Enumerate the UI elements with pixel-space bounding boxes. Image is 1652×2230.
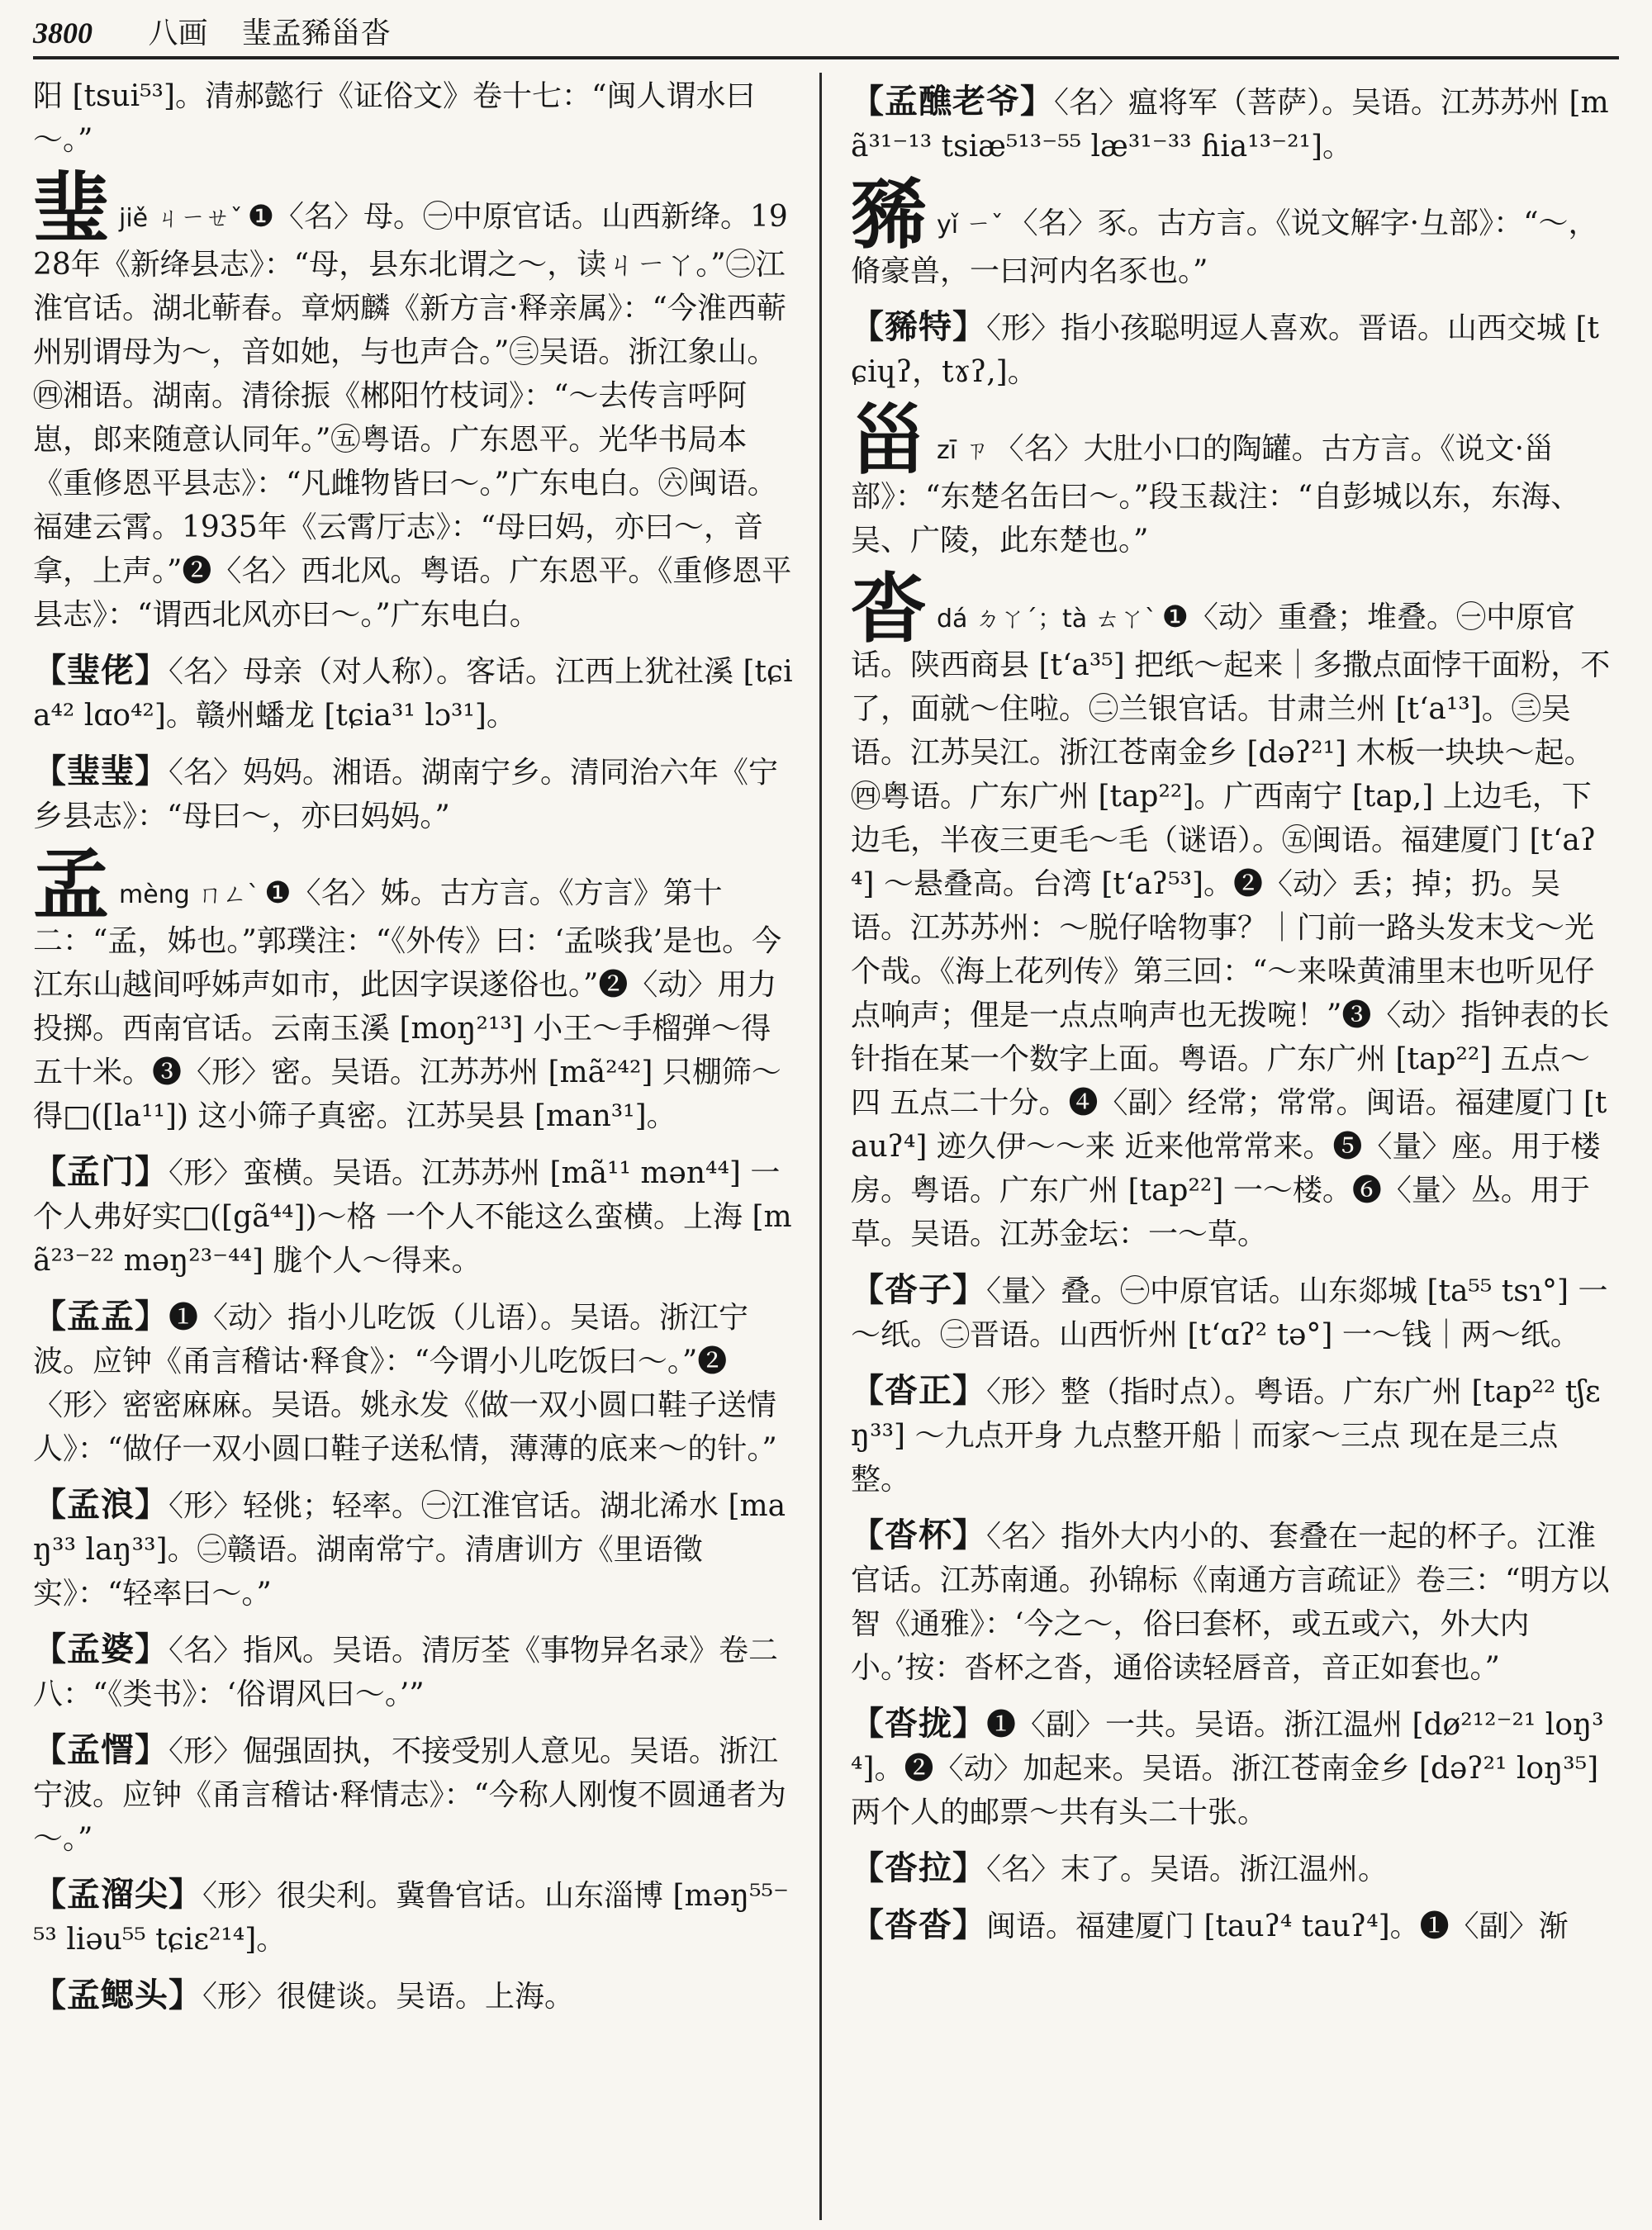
definition: 〈名〉指风。吴语。清厉荃《事物异名录》卷二八：“《类书》：‘俗谓风曰～。’” (33, 1634, 779, 1711)
sub-entry (851, 1903, 1611, 1948)
definition: 〈形〉整（指时点）。粤语。广东广州 [tap²² tʃɛŋ³³] ～九点开身 九点整开船｜而家～三点 现在是三点整。 (851, 1375, 1601, 1497)
sub-entry (851, 1268, 1611, 1357)
sub-entry-headword: 【沓杯】 (851, 1516, 986, 1554)
header-characters: 㻗孟豨甾沓 (241, 17, 391, 50)
left-column (33, 74, 793, 2213)
sub-entry-headword: 【㻗㻗】 (33, 752, 169, 790)
page-header (33, 12, 1619, 59)
sub-entry (33, 1627, 793, 1716)
head-character: 沓 (851, 564, 928, 653)
sub-entry (851, 1369, 1611, 1502)
definition: 〈名〉指外大内小的、套叠在一起的杯子。江淮官话。江苏南通。孙锦标《南通方言疏证》卷三：“明方以智《通雅》：‘今之～，俗曰套杯，或五或六，外大内小。’按：沓杯之沓，通俗读轻唇音，音正如套也。” (851, 1520, 1610, 1685)
sub-entry-headword: 【沓拉】 (851, 1848, 986, 1887)
sub-entry-headword: 【沓沓】 (851, 1905, 986, 1944)
definition: 〈名〉母亲（对人称）。客话。江西上犹社溪 [tɕia⁴² lɑo⁴²]。赣州蟠龙 [tɕia³¹ lɔ³¹]。 (33, 655, 793, 733)
sub-entry-headword: 【沓正】 (851, 1371, 986, 1410)
sub-entry-headword: 【豨特】 (851, 307, 986, 346)
sub-entry-headword: 【㻗佬】 (33, 651, 169, 690)
pronunciation: yǐ ㄧˇ (937, 211, 1004, 240)
sub-entry-headword: 【沓拢】 (851, 1704, 986, 1743)
sub-entry (851, 305, 1611, 394)
sub-entry-headword: 【孟孟】 (33, 1297, 169, 1336)
head-character: 㻗 (33, 164, 110, 253)
sub-entry-headword: 【孟溜尖】 (33, 1875, 202, 1914)
definition: 闽语。福建厦门 [tauʔ⁴ tauʔ⁴]。❶〈副〉渐 (986, 1910, 1569, 1943)
definition: 〈形〉很尖利。冀鲁官话。山东淄博 [məŋ⁵⁵⁻⁵³ liəu⁵⁵ tɕiɛ²¹⁴]。 (33, 1879, 789, 1957)
head-character: 孟 (33, 840, 110, 929)
definition: 〈形〉轻佻；轻率。㊀江淮官话。湖北浠水 [maŋ³³ laŋ³³]。㊁赣语。湖南常宁。清唐训方《里语徵实》：“轻率曰～。” (33, 1489, 786, 1611)
sub-entry (851, 79, 1611, 168)
sub-entry-headword: 【沓子】 (851, 1270, 986, 1309)
sub-entry (33, 749, 793, 838)
sub-entry (33, 1294, 793, 1471)
sub-entry (851, 1513, 1611, 1690)
pronunciation: zī ㄗ (937, 436, 990, 465)
definition: ❶〈名〉母。㊀中原官话。山西新绛。1928年《新绛县志》：“母，县东北谓之～，读ㄐㄧㄚ。”㊁江淮官话。湖北蕲春。章炳麟《新方言·释亲属》：“今淮西蕲州别谓母为～，音如她，与也声合。”㊂吴语。浙江象山。㊃湘语。湖南。清徐振《郴阳竹枝词》：“～去传言呼阿崽，郎来随意认同年。”㊄粤语。广东恩平。光华书局本《重修恩平县志》：“凡雌物皆曰～。”广东电白。㊅闽语。福建云霄。1935年《云霄厅志》：“母曰妈，亦曰～，音拿，上声。”❷〈名〉西北风。粤语。广东恩平。《重修恩平县志》：“谓西北风亦曰～。”广东电白。 (33, 200, 792, 632)
pronunciation: jiě ㄐㄧㄝˇ (119, 204, 243, 233)
definition: 〈名〉瘟将军（菩萨）。吴语。江苏苏州 [mã³¹⁻¹³ tsiæ⁵¹³⁻⁵⁵ læ³¹⁻³³ ɦia¹³⁻²¹]。 (851, 86, 1609, 164)
character-entry (851, 170, 1611, 293)
definition: 〈名〉末了。吴语。浙江温州。 (986, 1853, 1389, 1886)
sub-entry (851, 1846, 1611, 1891)
character-entry (33, 840, 793, 1138)
sub-entry-headword: 【孟门】 (33, 1152, 169, 1191)
sub-entry (33, 1973, 793, 2019)
definition: 〈名〉大肚小口的陶罐。古方言。《说文·甾部》：“东楚名缶曰～。”段玉裁注：“自彭城以东，东海、吴、广陵，此东楚也。” (851, 432, 1581, 558)
sub-entry (33, 1483, 793, 1616)
character-entry (851, 396, 1611, 562)
character-entry (851, 564, 1611, 1256)
right-column (851, 74, 1611, 2213)
definition: 〈形〉倔强固执，不接受别人意见。吴语。浙江宁波。应钟《甬言稽诂·释情志》：“今称人刚愎不圆通者为～。” (33, 1734, 786, 1856)
definition: ❶〈动〉重叠；堆叠。㊀中原官话。陕西商县 [tʻa³⁵] 把纸～起来｜多撒点面悖干面粉，不了，面就～住啦。㊁兰银官话。甘肃兰州 [tʻa¹³]。㊂吴语。江苏吴江。浙江苍南金乡 [dəʔ²¹] 木板一块块～起。㊃粤语。广东广州 [tap²²]。广西南宁 [tap,] 上边毛，下边毛，半夜三更毛～毛（谜语）。㊄闽语。福建厦门 [tʻaʔ⁴] ～悬叠高。台湾 [tʻaʔ⁵³]。❷〈动〉丢；掉；扔。吴语。江苏苏州：～脱仔啥物事？｜门前一路头发末戈～光个哉。《海上花列传》第三回：“～来哚黄浦里末也听见仔点响声；俚是一点点响声也无拨啘！”❸〈动〉指钟表的长针指在某一个数字上面。粤语。广东广州 [tap²²] 五点～四 五点二十分。❹〈副〉经常；常常。闽语。福建厦门 [tauʔ⁴] 迹久伊～～来 近来他常常来。❺〈量〉座。用于楼房。粤语。广东广州 [tap²²] 一～楼。❻〈量〉丛。用于草。吴语。江苏金坛：一～草。 (851, 600, 1611, 1251)
definition: 〈量〉叠。㊀中原官话。山东郯城 [ta⁵⁵ tsɿ°] 一～纸。㊁晋语。山西忻州 [tʻɑʔ² tə°] 一～钱｜两～纸。 (851, 1274, 1608, 1352)
definition: 〈名〉妈妈。湘语。湖南宁乡。清同治六年《宁乡县志》：“母曰～，亦曰妈妈。” (33, 756, 779, 833)
sub-entry (33, 1150, 793, 1283)
definition: 〈形〉蛮横。吴语。江苏苏州 [mã¹¹ mən⁴⁴] 一个人弗好实□([gã⁴⁴])～格 一个人不能这么蛮横。上海 [mã²³⁻²² məŋ²³⁻⁴⁴] 䏵个人～得来。 (33, 1156, 792, 1278)
sub-entry (33, 1728, 793, 1861)
section-label: 八画 (148, 17, 208, 50)
definition: 〈形〉很健谈。吴语。上海。 (202, 1980, 575, 2014)
sub-entry-headword: 【孟醮老爷】 (851, 82, 1054, 121)
sub-entry-headword: 【孟鳃头】 (33, 1976, 202, 2014)
character-entry (33, 164, 793, 637)
page-number: 3800 (33, 17, 93, 50)
sub-entry (33, 1872, 793, 1962)
sub-entry (851, 1701, 1611, 1834)
head-character: 豨 (851, 170, 928, 259)
continued-text: 阳 [tsui⁵³]。清郝懿行《证俗文》卷十七：“闽人谓水曰～。” (33, 79, 756, 157)
pronunciation: dá ㄉㄚˊ；tà ㄊㄚˋ (937, 605, 1157, 633)
definition: ❶〈动〉指小儿吃饭（儿语）。吴语。浙江宁波。应钟《甬言稽诂·释食》：“今谓小儿吃饭曰～。”❷〈形〉密密麻麻。吴语。姚永发《做一双小圆口鞋子送情人》：“做仔一双小圆口鞋子送私情，薄薄的底来～的针。” (33, 1301, 777, 1466)
sub-entry (33, 648, 793, 738)
column-divider (819, 73, 822, 2220)
head-character: 甾 (851, 396, 928, 485)
definition: ❶〈副〉一共。吴语。浙江温州 [dø²¹²⁻²¹ loŋ³⁴]。❷〈动〉加起来。吴语。浙江苍南金乡 [dəʔ²¹ loŋ³⁵] 两个人的邮票～共有头二十张。 (851, 1708, 1604, 1829)
sub-entry-headword: 【孟浪】 (33, 1485, 169, 1524)
sub-entry-headword: 【孟㦒】 (33, 1730, 169, 1769)
sub-entry-headword: 【孟婆】 (33, 1630, 169, 1668)
definition: 〈名〉豕。古方言。《说文解字·彑部》：“～，脩豪兽，一曰河内名豕也。” (851, 206, 1598, 288)
pronunciation: mèng ㄇㄥˋ (119, 880, 260, 909)
definition: 〈形〉指小孩聪明逗人喜欢。晋语。山西交城 [tɕiɥʔ，tɤʔ,]。 (851, 311, 1599, 389)
definition: ❶〈名〉姊。古方言。《方言》第十二：“孟，姊也。”郭璞注：“《外传》曰：‘孟啖我’是也。今江东山越间呼姊声如市，此因字误遂俗也。”❷〈动〉用力投掷。西南官话。云南玉溪 [moŋ²¹³] 小王～手榴弹～得五十米。❸〈形〉密。吴语。江苏苏州 [mã²⁴²] 只棚筛～得□([la¹¹]) 这小筛子真密。江苏吴县 [man³¹]。 (33, 876, 782, 1133)
